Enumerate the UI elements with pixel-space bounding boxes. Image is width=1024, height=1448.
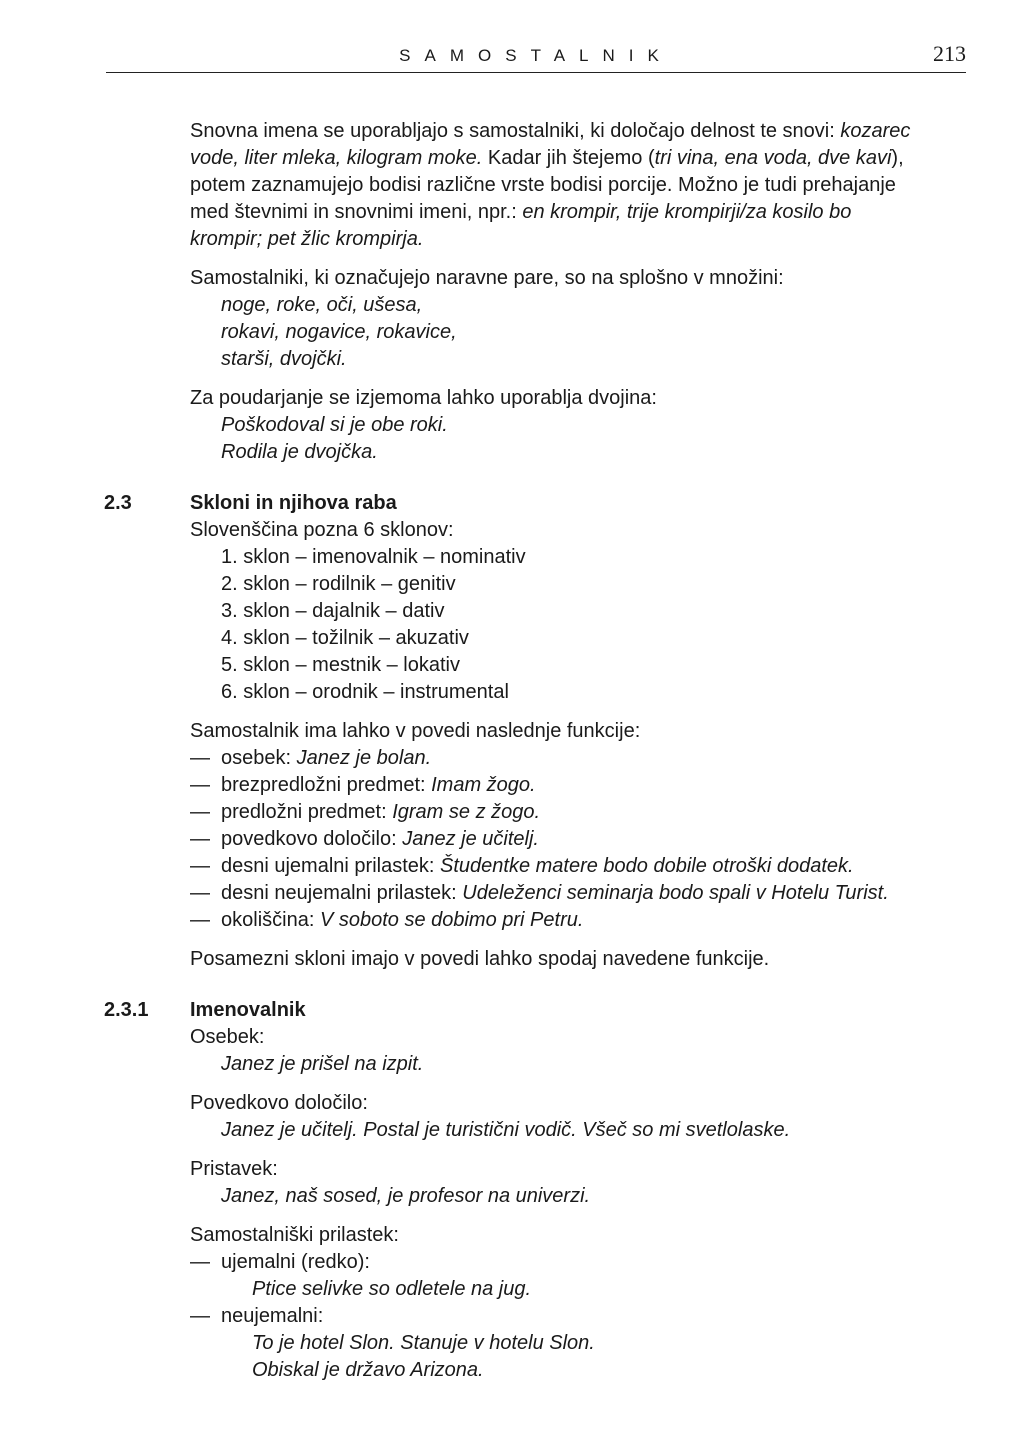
text: ujemalni (redko): [221, 1251, 370, 1273]
dash: — [190, 747, 210, 769]
list-item: 4. sklon – tožilnik – akuzativ [221, 627, 469, 649]
subsection-pristavek [190, 1156, 960, 1210]
section-2-3 [104, 490, 960, 973]
text: predložni predmet: [221, 801, 393, 823]
example-text: Rodila je dvojčka. [221, 441, 378, 463]
list-item [190, 799, 960, 826]
dash: — [190, 882, 210, 904]
subsection-prilastek [190, 1222, 960, 1384]
section-2-3-1 [104, 997, 960, 1384]
example-text: Ptice selivke so odletele na jug. [252, 1278, 532, 1300]
section-title: Imenovalnik [190, 999, 306, 1021]
text: Kadar jih štejemo ( [482, 147, 655, 169]
list-item: 6. sklon – orodnik – instrumental [221, 681, 509, 703]
text: Za poudarjanje se izjemoma lahko uporablja dvojina: [190, 387, 657, 409]
text: Slovenščina pozna 6 sklonov: [190, 519, 454, 541]
dash: — [190, 1305, 210, 1327]
paragraph-dual [190, 385, 960, 466]
section-number: 2.3 [104, 492, 132, 514]
example-text: rokavi, nogavice, rokavice, [221, 321, 457, 343]
example-text: kozarec [840, 120, 911, 142]
example-text: Poškodoval si je obe roki. [221, 414, 448, 436]
example-text: Janez, naš sosed, je profesor na univerzi. [221, 1185, 591, 1207]
example-text: noge, roke, oči, ušesa, [221, 294, 423, 316]
paragraph-natural-pairs [190, 265, 960, 373]
text: Samostalniki, ki označujejo naravne pare, so na splošno v množini: [190, 267, 784, 289]
example-text: Janez je učitelj. [402, 828, 539, 850]
example-text: To je hotel Slon. Stanuje v hotelu Slon. [252, 1332, 595, 1354]
example-text: Imam žogo. [431, 774, 536, 796]
example-text: Udeleženci seminarja bodo spali v Hotelu Turist. [462, 882, 889, 904]
example-text: tri vina, ena voda, dve kavi [654, 147, 892, 169]
list-item [190, 1303, 960, 1330]
function-list [190, 718, 960, 934]
text: osebek: [221, 747, 297, 769]
example-text: V soboto se dobimo pri Petru. [319, 909, 584, 931]
dash: — [190, 855, 210, 877]
list-item [190, 772, 960, 799]
text: Snovna imena se uporabljajo s samostalniki, ki določajo delnost te snovi: [190, 120, 841, 142]
list-item: 1. sklon – imenovalnik – nominativ [221, 546, 526, 568]
text: desni neujemalni prilastek: [221, 882, 463, 904]
list-item [190, 853, 960, 880]
list-item: 5. sklon – mestnik – lokativ [221, 654, 460, 676]
text: ), [891, 147, 904, 169]
text: okoliščina: [221, 909, 320, 931]
paragraph-mass-nouns [190, 118, 960, 253]
text: neujemalni: [221, 1305, 324, 1327]
list-item: 3. sklon – dajalnik – dativ [221, 600, 445, 622]
example-text: krompir; pet žlic krompirja. [190, 228, 424, 250]
page-header [106, 40, 966, 73]
list-item [190, 880, 960, 907]
example-text: Študentke matere bodo dobile otroški dodatek. [440, 855, 854, 877]
label: Osebek: [190, 1026, 265, 1048]
page-content [104, 118, 960, 1396]
closing-paragraph [190, 946, 960, 973]
text: Samostalnik ima lahko v povedi naslednje funkcije: [190, 720, 641, 742]
text: med števnimi in snovnimi imeni, npr.: [190, 201, 523, 223]
text: Posamezni skloni imajo v povedi lahko spodaj navedene funkcije. [190, 948, 770, 970]
page-number: 213 [933, 41, 966, 66]
list-item [190, 907, 960, 934]
text: potem zaznamujejo bodisi različne vrste bodisi porcije. Možno je tudi prehajanje [190, 174, 896, 196]
dash: — [190, 1251, 210, 1273]
example-text: Janez je učitelj. Postal je turistični vodič. Všeč so mi svetlolaske. [221, 1119, 791, 1141]
example-text: Igram se z žogo. [392, 801, 541, 823]
label: Povedkovo določilo: [190, 1092, 368, 1114]
dash: — [190, 774, 210, 796]
running-title: SAMOSTALNIK [399, 46, 673, 65]
example-text: vode, liter mleka, kilogram moke. [190, 147, 483, 169]
example-text: Janez je prišel na izpit. [221, 1053, 424, 1075]
list-item [190, 826, 960, 853]
label: Pristavek: [190, 1158, 278, 1180]
list-item [190, 1249, 960, 1276]
dash: — [190, 801, 210, 823]
subsection-povedkovo [190, 1090, 960, 1144]
section-number: 2.3.1 [104, 999, 149, 1021]
section-title: Skloni in njihova raba [190, 492, 397, 514]
example-text: starši, dvojčki. [221, 348, 347, 370]
list-item [190, 745, 960, 772]
example-text: en krompir, trije krompirji/za kosilo bo [522, 201, 852, 223]
dash: — [190, 828, 210, 850]
case-list [190, 517, 960, 706]
example-text: Janez je bolan. [296, 747, 432, 769]
text: brezpredložni predmet: [221, 774, 432, 796]
list-item: 2. sklon – rodilnik – genitiv [221, 573, 456, 595]
text: povedkovo določilo: [221, 828, 403, 850]
text: desni ujemalni prilastek: [221, 855, 440, 877]
label: Samostalniški prilastek: [190, 1224, 399, 1246]
example-text: Obiskal je državo Arizona. [252, 1359, 484, 1381]
dash: — [190, 909, 210, 931]
subsection-osebek [190, 1024, 960, 1078]
